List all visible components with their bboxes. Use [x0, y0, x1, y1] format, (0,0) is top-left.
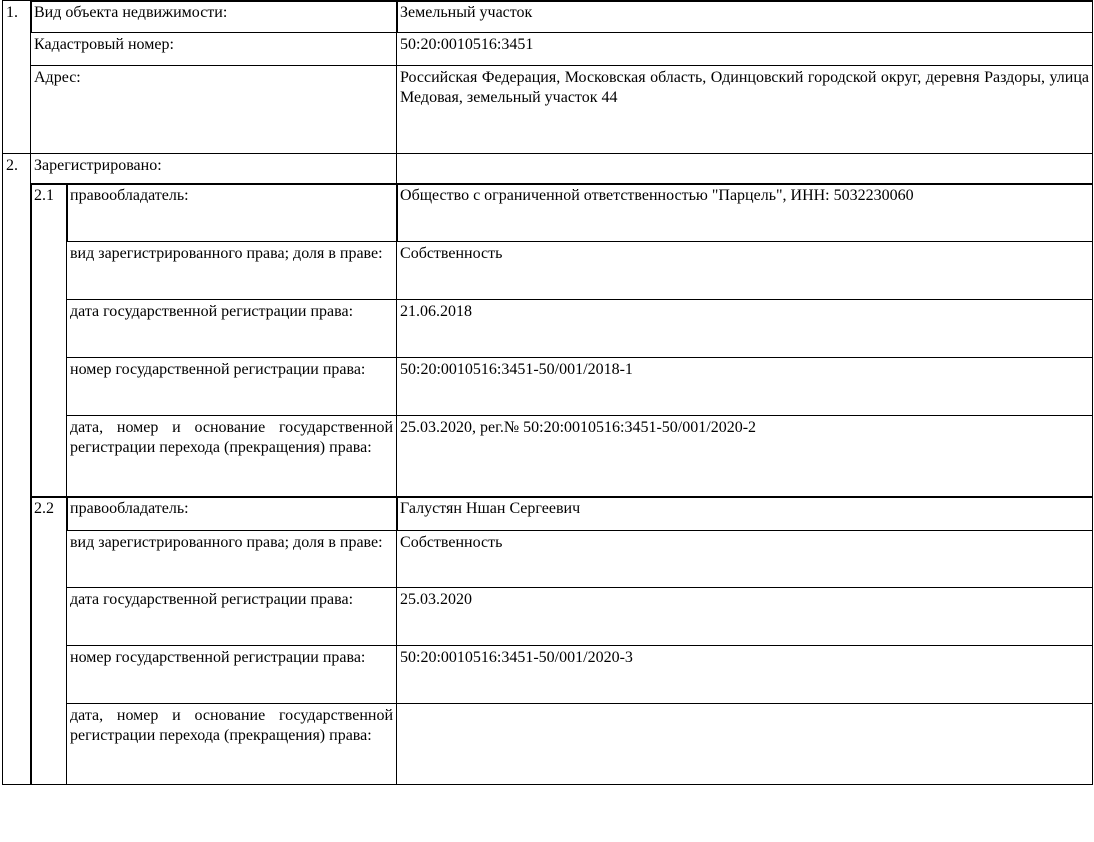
egrn-extract — [2, 0, 1092, 842]
registration-date-value: 25.03.2020 — [397, 588, 1093, 646]
address-value: Российская Федерация, Московская область, Одинцовский городской округ, деревня Раздоры, улица Медовая, земельный участок 44 — [397, 66, 1093, 154]
address-label: Адрес: — [31, 66, 397, 154]
cadastral-number-label: Кадастровый номер: — [31, 33, 397, 66]
object-type-label: Вид объекта недвижимости: — [31, 1, 397, 33]
table-row — [3, 358, 1093, 416]
registration-number-value: 50:20:0010516:3451-50/001/2018-1 — [397, 358, 1093, 416]
property-rights-table — [2, 0, 1093, 785]
holder-number: 2.2 — [31, 497, 67, 785]
table-row — [3, 531, 1093, 588]
holder-value: Галустян Ншан Сергеевич — [397, 497, 1093, 531]
registration-date-label: дата государственной регистрации права: — [67, 588, 397, 646]
table-row — [3, 184, 1093, 242]
object-type-value: Земельный участок — [397, 1, 1093, 33]
table-row — [3, 1, 1093, 33]
cadastral-number-value: 50:20:0010516:3451 — [397, 33, 1093, 66]
registered-value — [397, 154, 1093, 184]
table-row — [3, 704, 1093, 785]
right-type-label: вид зарегистрированного права; доля в праве: — [67, 531, 397, 588]
table-row — [3, 154, 1093, 184]
table-row — [3, 66, 1093, 154]
registration-number-value: 50:20:0010516:3451-50/001/2020-3 — [397, 646, 1093, 704]
table-row — [3, 588, 1093, 646]
right-type-label: вид зарегистрированного права; доля в праве: — [67, 242, 397, 300]
holder-number: 2.1 — [31, 184, 67, 497]
table-row — [3, 33, 1093, 66]
table-row — [3, 646, 1093, 704]
table-row — [3, 497, 1093, 531]
registration-number-label: номер государственной регистрации права: — [67, 646, 397, 704]
table-row — [3, 416, 1093, 497]
section-number: 2. — [3, 154, 31, 785]
transfer-label: дата, номер и основание государственной регистрации перехода (прекращения) права: — [67, 416, 397, 497]
registered-label: Зарегистрировано: — [31, 154, 397, 184]
registration-number-label: номер государственной регистрации права: — [67, 358, 397, 416]
transfer-value — [397, 704, 1093, 785]
transfer-label: дата, номер и основание государственной регистрации перехода (прекращения) права: — [67, 704, 397, 785]
right-type-value: Собственность — [397, 242, 1093, 300]
table-row — [3, 300, 1093, 358]
registration-date-label: дата государственной регистрации права: — [67, 300, 397, 358]
transfer-value: 25.03.2020, рег.№ 50:20:0010516:3451-50/001/2020-2 — [397, 416, 1093, 497]
right-type-value: Собственность — [397, 531, 1093, 588]
section-number: 1. — [3, 1, 31, 154]
holder-label: правообладатель: — [67, 497, 397, 531]
holder-label: правообладатель: — [67, 184, 397, 242]
holder-value: Общество с ограниченной ответственностью "Парцель", ИНН: 5032230060 — [397, 184, 1093, 242]
table-row — [3, 242, 1093, 300]
registration-date-value: 21.06.2018 — [397, 300, 1093, 358]
